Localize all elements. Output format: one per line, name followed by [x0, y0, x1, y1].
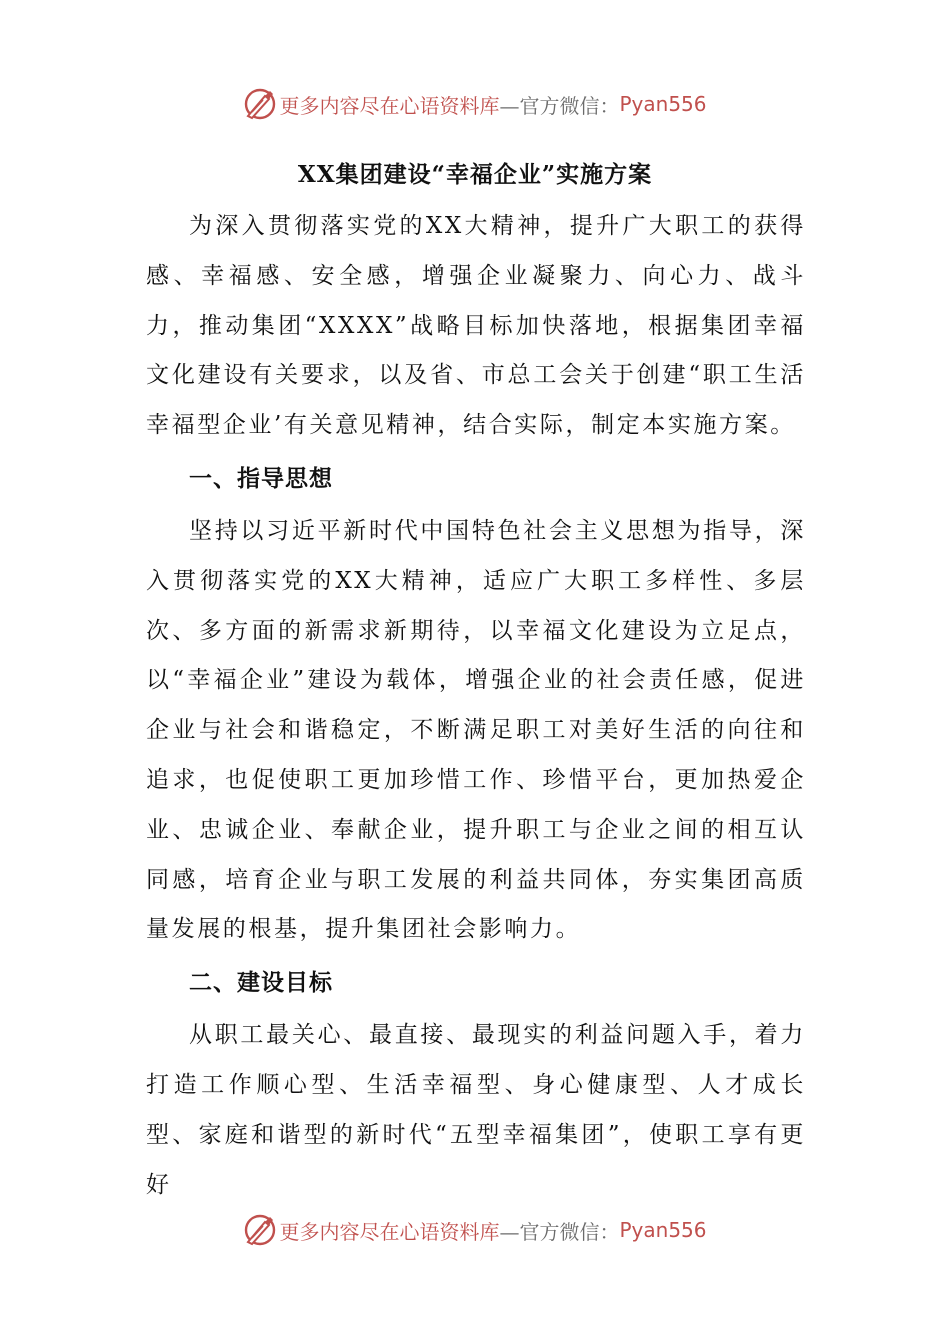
watermark-wechat-id: Pyan556 — [619, 1218, 707, 1242]
document-body — [146, 202, 806, 1210]
section-paragraph-construction-goals: 从职工最关心、最直接、最现实的利益问题入手，着力打造工作顺心型、生活幸福型、身心健康型、人才成长型、家庭和谐型的新时代“五型幸福集团”，使职工享有更好 — [146, 1022, 806, 1198]
watermark-site-text: 更多内容尽在心语资料库 — [279, 93, 500, 118]
watermark-site-text: 更多内容尽在心语资料库 — [279, 1219, 500, 1244]
section-paragraph-guiding-ideology: 坚持以习近平新时代中国特色社会主义思想为指导，深入贯彻落实党的XX大精神，适应广大职工多样性、多层次、多方面的新需求新期待，以幸福文化建设为立足点，以“幸福企业”建设为载体，增强企业的社会责任感，促进企业与社会和谐稳定，不断满足职工对美好生活的向往和追求，也促使职工更加珍惜工作、珍惜平台，更加热爱企业、忠诚企业、奉献企业，提升职工与企业之间的相互认同感，培育企业与职工发展的利益共同体，夯实集团高质量发展的根基，提升集团社会影响力。 — [146, 517, 806, 943]
pen-nib-circle-icon — [243, 87, 277, 121]
pen-nib-circle-icon — [243, 1213, 277, 1247]
watermark-wechat-label: —官方微信： — [499, 1219, 620, 1244]
watermark-footer — [0, 1210, 950, 1250]
watermark-header — [0, 84, 950, 124]
section-heading-construction-goals: 二、建设目标 — [189, 969, 333, 997]
section-heading-guiding-ideology: 一、指导思想 — [189, 464, 333, 492]
watermark-wechat-label: —官方微信： — [499, 93, 620, 118]
document-title: XX集团建设“幸福企业”实施方案 — [297, 161, 653, 188]
intro-paragraph: 为深入贯彻落实党的XX大精神，提升广大职工的获得感、幸福感、安全感，增强企业凝聚力、向心力、战斗力，推动集团“XXXX”战略目标加快落地，根据集团幸福文化建设有关要求，以及省、市总工会关于创建“职工生活幸福型企业’有关意见精神，结合实际，制定本实施方案。 — [146, 213, 806, 439]
watermark-wechat-id: Pyan556 — [619, 92, 707, 116]
